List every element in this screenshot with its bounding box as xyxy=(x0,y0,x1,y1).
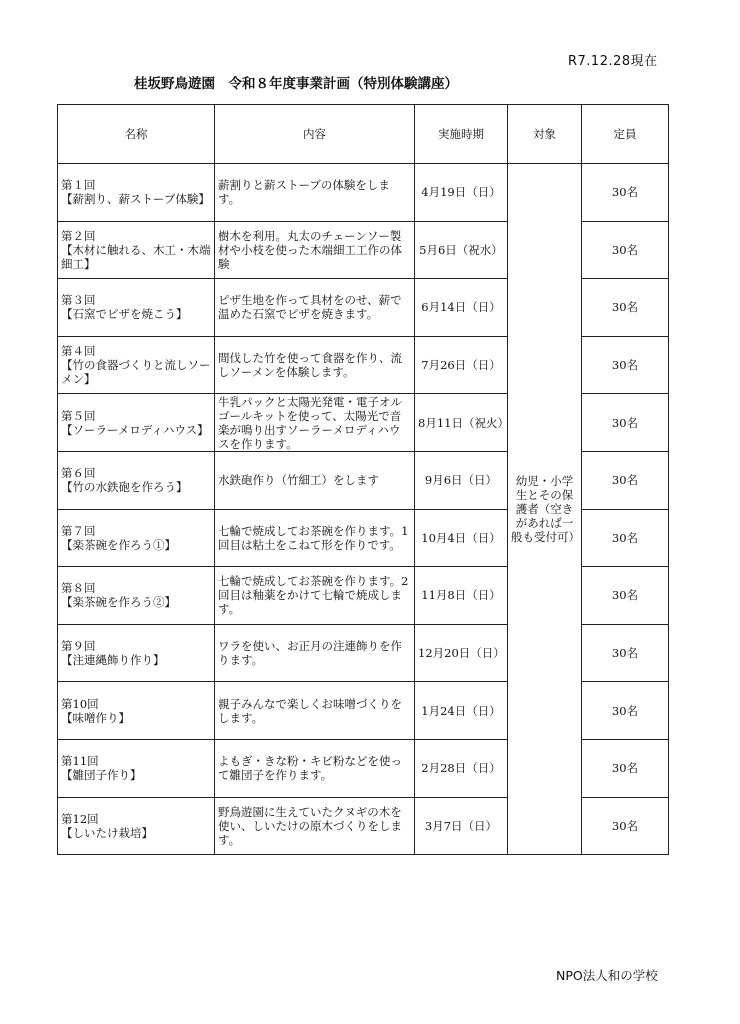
event-title: 【味噌作り】 xyxy=(61,710,130,725)
event-name-cell xyxy=(58,797,215,855)
event-target-cell: 幼児・小学生とその保護者（空きがあれば一般も受付可） xyxy=(508,164,582,855)
event-content-cell: 薪割りと薪ストーブの体験をします。 xyxy=(215,164,415,222)
organization-name: NPO法人和の学校 xyxy=(556,968,658,983)
event-content-cell: 七輪で焼成してお茶碗を作ります。2回目は釉薬をかけて七輪で焼成します。 xyxy=(215,567,415,625)
column-header-capacity: 定員 xyxy=(582,105,669,164)
table-header-row xyxy=(58,105,669,164)
event-name-cell xyxy=(58,451,215,509)
event-capacity-cell: 30名 xyxy=(582,624,669,682)
event-title: 【竹の水鉄砲を作ろう】 xyxy=(61,480,188,495)
event-number: 第11回 xyxy=(61,754,99,769)
event-title: 【雛団子作り】 xyxy=(61,768,142,783)
event-period-cell: 8月11日（祝火） xyxy=(415,394,508,452)
event-name-cell xyxy=(58,336,215,394)
document-title: 桂坂野鳥遊園 令和８年度事業計画（特別体験講座） xyxy=(134,76,458,92)
table-row xyxy=(58,164,669,222)
event-number: 第１回 xyxy=(61,178,96,193)
event-capacity-cell: 30名 xyxy=(582,394,669,452)
event-period-cell: 3月7日（日） xyxy=(415,797,508,855)
event-number: 第６回 xyxy=(61,466,96,481)
event-capacity-cell: 30名 xyxy=(582,739,669,797)
event-period-cell: 10月4日（日） xyxy=(415,509,508,567)
event-number: 第９回 xyxy=(61,639,96,654)
event-content-cell: ワラを使い、お正月の注連飾りを作ります。 xyxy=(215,624,415,682)
event-content-cell: 水鉄砲作り（竹細工）をします xyxy=(215,451,415,509)
event-name-cell xyxy=(58,221,215,279)
event-capacity-cell: 30名 xyxy=(582,164,669,222)
event-capacity-cell: 30名 xyxy=(582,567,669,625)
event-name-cell xyxy=(58,567,215,625)
event-period-cell: 9月6日（日） xyxy=(415,451,508,509)
event-capacity-cell: 30名 xyxy=(582,279,669,337)
event-period-cell: 7月26日（日） xyxy=(415,336,508,394)
event-content-cell: 野鳥遊園に生えていたクヌギの木を使い、しいたけの原木づくりをします。 xyxy=(215,797,415,855)
event-number: 第３回 xyxy=(61,293,96,308)
event-name-cell xyxy=(58,394,215,452)
event-title: 【竹の食器づくりと流しソーメン】 xyxy=(61,358,211,387)
event-period-cell: 11月8日（日） xyxy=(415,567,508,625)
event-title: 【木材に触れる、木工・木端細工】 xyxy=(61,242,211,271)
event-capacity-cell: 30名 xyxy=(582,509,669,567)
column-header-target: 対象 xyxy=(508,105,582,164)
event-capacity-cell: 30名 xyxy=(582,221,669,279)
event-capacity-cell: 30名 xyxy=(582,682,669,740)
event-content-cell: よもぎ・きな粉・キビ粉などを使って雛団子を作ります。 xyxy=(215,739,415,797)
event-number: 第５回 xyxy=(61,408,96,423)
event-title: 【薪割り、薪ストーブ体験】 xyxy=(61,192,210,207)
event-number: 第７回 xyxy=(61,523,96,538)
event-name-cell xyxy=(58,279,215,337)
event-title: 【石窯でピザを焼こう】 xyxy=(61,307,188,322)
event-number: 第４回 xyxy=(61,344,96,359)
event-number: 第２回 xyxy=(61,228,96,243)
document-date: R7.12.28現在 xyxy=(568,54,658,69)
event-period-cell: 4月19日（日） xyxy=(415,164,508,222)
event-name-cell xyxy=(58,624,215,682)
event-content-cell: 親子みんなで楽しくお味噌づくりをします。 xyxy=(215,682,415,740)
event-plan-table xyxy=(57,104,669,855)
event-name-cell xyxy=(58,682,215,740)
event-name-cell xyxy=(58,739,215,797)
event-name-cell xyxy=(58,164,215,222)
event-content-cell: ピザ生地を作って具材をのせ、薪で温めた石窯でピザを焼きます。 xyxy=(215,279,415,337)
event-title: 【しいたけ栽培】 xyxy=(61,825,153,840)
event-capacity-cell: 30名 xyxy=(582,451,669,509)
event-title: 【注連縄飾り作り】 xyxy=(61,653,165,668)
event-period-cell: 6月14日（日） xyxy=(415,279,508,337)
event-name-cell xyxy=(58,509,215,567)
column-header-period: 実施時期 xyxy=(415,105,508,164)
event-title: 【楽茶碗を作ろう②】 xyxy=(61,595,176,610)
event-period-cell: 5月6日（祝水） xyxy=(415,221,508,279)
event-content-cell: 牛乳パックと太陽光発電・電子オルゴールキットを使って、太陽光で音楽が鳴り出すソーラーメロディハウスを作ります。 xyxy=(215,394,415,452)
event-period-cell: 12月20日（日） xyxy=(415,624,508,682)
event-number: 第10回 xyxy=(61,696,99,711)
event-number: 第８回 xyxy=(61,581,96,596)
column-header-name: 名称 xyxy=(58,105,215,164)
event-number: 第12回 xyxy=(61,811,99,826)
event-period-cell: 2月28日（日） xyxy=(415,739,508,797)
event-capacity-cell: 30名 xyxy=(582,797,669,855)
event-title: 【楽茶碗を作ろう①】 xyxy=(61,537,176,552)
event-title: 【ソーラーメロディハウス】 xyxy=(61,422,209,437)
column-header-content: 内容 xyxy=(215,105,415,164)
event-content-cell: 樹木を利用。丸太のチェーンソー製材や小枝を使った木端細工工作の体験 xyxy=(215,221,415,279)
event-period-cell: 1月24日（日） xyxy=(415,682,508,740)
event-content-cell: 七輪で焼成してお茶碗を作ります。1回目は粘土をこねて形を作りです。 xyxy=(215,509,415,567)
event-content-cell: 間伐した竹を使って食器を作り、流しソーメンを体験します。 xyxy=(215,336,415,394)
event-capacity-cell: 30名 xyxy=(582,336,669,394)
